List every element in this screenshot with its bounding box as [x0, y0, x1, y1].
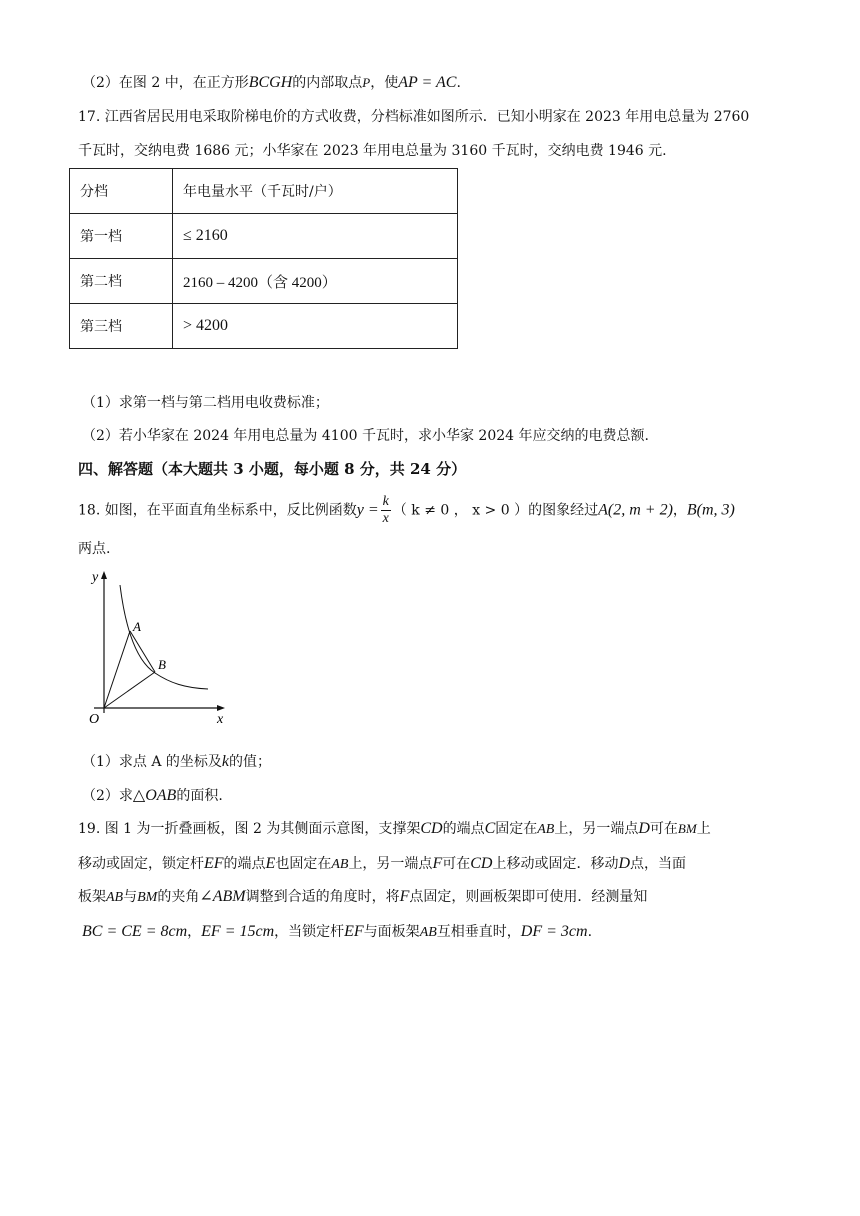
section-heading: 四、解答题（本大题共 3 小题，每小题 8 分，共 24 分） — [78, 460, 467, 478]
table-header-level: 年电量水平（千瓦时/户） — [173, 169, 458, 214]
y-axis-arrow-icon — [101, 571, 107, 579]
point-b-coord: B(m, 3) — [686, 501, 735, 519]
q18-comma: ， — [672, 502, 687, 519]
q17-sub2: （2）若小华家在 2024 年用电总量为 4100 千瓦时，求小华家 2024 年应交纳的电费总额. — [82, 428, 649, 444]
table-cell: 第一档 — [70, 214, 173, 259]
q19-text: 19. 图 1 为一折叠画板，图 2 为其侧面示意图，支撑架 — [78, 821, 421, 837]
q18-sub2-end: 的面积. — [176, 788, 223, 804]
table-row — [70, 259, 458, 304]
ef-symbol: EF — [344, 923, 364, 940]
q19-text: 上 — [696, 821, 711, 837]
table-row — [70, 214, 458, 259]
ab-symbol: AB — [106, 890, 124, 905]
q16-part2-text-mid: 的内部取点 — [292, 75, 363, 91]
fraction-denominator: x — [382, 511, 389, 526]
ab-symbol: AB — [537, 822, 555, 837]
function-fraction — [381, 494, 391, 527]
hyperbola-figure — [80, 565, 240, 725]
q19-text: 可在 — [649, 821, 678, 837]
y-axis-label: y — [92, 570, 99, 585]
q19-text: 调整到合适的角度时，将 — [245, 889, 400, 905]
angle-abm: ∠ABM — [199, 888, 246, 905]
point-b-label: B — [158, 657, 166, 672]
fraction-numerator: k — [382, 494, 389, 509]
c-symbol: C — [484, 820, 496, 837]
q18-sub1-end: 的值； — [229, 754, 272, 770]
q16-part2-end: . — [456, 75, 461, 91]
q18-sub1 — [82, 752, 271, 772]
bc-ce-equation: BC = CE = 8cm — [82, 923, 188, 940]
q19-text: 互相垂直时， — [436, 924, 521, 940]
q19-text: 的端点 — [223, 856, 266, 872]
q19-text: . — [587, 924, 593, 940]
k-symbol: k — [221, 753, 230, 770]
q19-line4 — [82, 922, 592, 943]
table-header-tier: 分档 — [70, 169, 173, 214]
triangle-oab: △OAB — [132, 787, 177, 804]
tier-table — [69, 168, 458, 349]
table-row — [70, 169, 458, 214]
q19-line3 — [78, 887, 647, 908]
square-label: BCGH — [248, 74, 293, 91]
q18-sub2 — [82, 786, 223, 806]
table-cell: 第三档 — [70, 304, 173, 349]
point-a-coord: A(2, m + 2) — [598, 501, 673, 519]
segment-ab — [130, 631, 155, 672]
point-a-label: A — [133, 619, 141, 634]
q16-part2-text: （2）在图 2 中，在正方形 — [82, 75, 249, 91]
q16-part2-line — [82, 73, 461, 93]
q19-text: 移动或固定，锁定杆 — [78, 856, 204, 872]
ab-symbol: AB — [419, 925, 437, 940]
df-equation: DF = 3cm — [520, 923, 588, 940]
origin-label: O — [89, 712, 100, 725]
ab-symbol: AB — [331, 857, 349, 872]
q19-text: 与 — [123, 889, 138, 905]
q18-line2: 两点. — [78, 541, 111, 557]
x-axis-arrow-icon — [217, 705, 225, 711]
table-cell: 第二档 — [70, 259, 173, 304]
q19-text: 可在 — [442, 856, 471, 872]
q19-text: 与面板架 — [363, 924, 420, 940]
point-p-label: P — [362, 75, 371, 90]
q19-text: 的夹角 — [157, 889, 200, 905]
q17-line1: 17. 江西省居民用电采取阶梯电价的方式收费，分档标准如图所示．已知小明家在 2023 年用电总量为 2760 — [78, 109, 750, 125]
table-cell: ≤ 2160 — [173, 214, 458, 259]
q19-text: ，当锁定杆 — [274, 924, 345, 940]
q19-text: 固定在 — [495, 821, 538, 837]
q17-line2: 千瓦时，交纳电费 1686 元；小华家在 2023 年用电总量为 3160 千瓦时，交纳电费 1946 元. — [78, 143, 667, 159]
cd-symbol: CD — [470, 855, 493, 872]
q18-conditions: （ k ≠ 0 ， x > 0 ）的图象经过 — [392, 502, 599, 519]
table-row — [70, 304, 458, 349]
ap-ac-equation: AP = AC — [398, 74, 457, 91]
q19-text: 板架 — [78, 889, 106, 905]
d-symbol: D — [638, 820, 650, 837]
q19-text: 上移动或固定．移动 — [492, 856, 619, 872]
q19-line1 — [78, 819, 711, 840]
table-cell: 2160 – 4200（含 4200） — [173, 259, 458, 304]
segment-ob — [104, 672, 155, 708]
q19-text: 也固定在 — [275, 856, 332, 872]
q18-sub2-text: （2）求 — [82, 788, 133, 804]
q19-text: 点固定，则画板架即可使用．经测量知 — [409, 889, 648, 905]
bm-symbol: BM — [137, 890, 158, 905]
ef-symbol: EF — [204, 855, 224, 872]
q19-text: 点，当面 — [630, 856, 687, 872]
q19-line2 — [78, 854, 686, 875]
x-axis-label: x — [217, 712, 224, 725]
q18-intro: 18. 如图，在平面直角坐标系中，反比例函数 — [78, 502, 357, 519]
function-lhs: y = — [356, 501, 379, 519]
bm-symbol: BM — [677, 821, 697, 836]
f-symbol: F — [432, 855, 443, 872]
segment-oa — [104, 631, 130, 708]
d-symbol: D — [618, 855, 631, 872]
q19-text: 的端点 — [442, 821, 485, 837]
table-cell: > 4200 — [173, 304, 458, 349]
f-symbol: F — [399, 888, 410, 905]
q19-text: 上，另一端点 — [348, 856, 433, 872]
ef-equation: EF = 15cm — [201, 923, 275, 940]
q18-line1 — [78, 494, 735, 527]
cd-symbol: CD — [420, 820, 443, 837]
e-symbol: E — [265, 855, 276, 872]
q17-sub1: （1）求第一档与第二档用电收费标准； — [82, 395, 329, 411]
q16-part2-text-mid2: ，使 — [370, 75, 399, 91]
q19-text: 上，另一端点 — [554, 821, 639, 837]
q18-sub1-text: （1）求点 A 的坐标及 — [82, 754, 222, 770]
q19-text: ， — [187, 924, 202, 940]
